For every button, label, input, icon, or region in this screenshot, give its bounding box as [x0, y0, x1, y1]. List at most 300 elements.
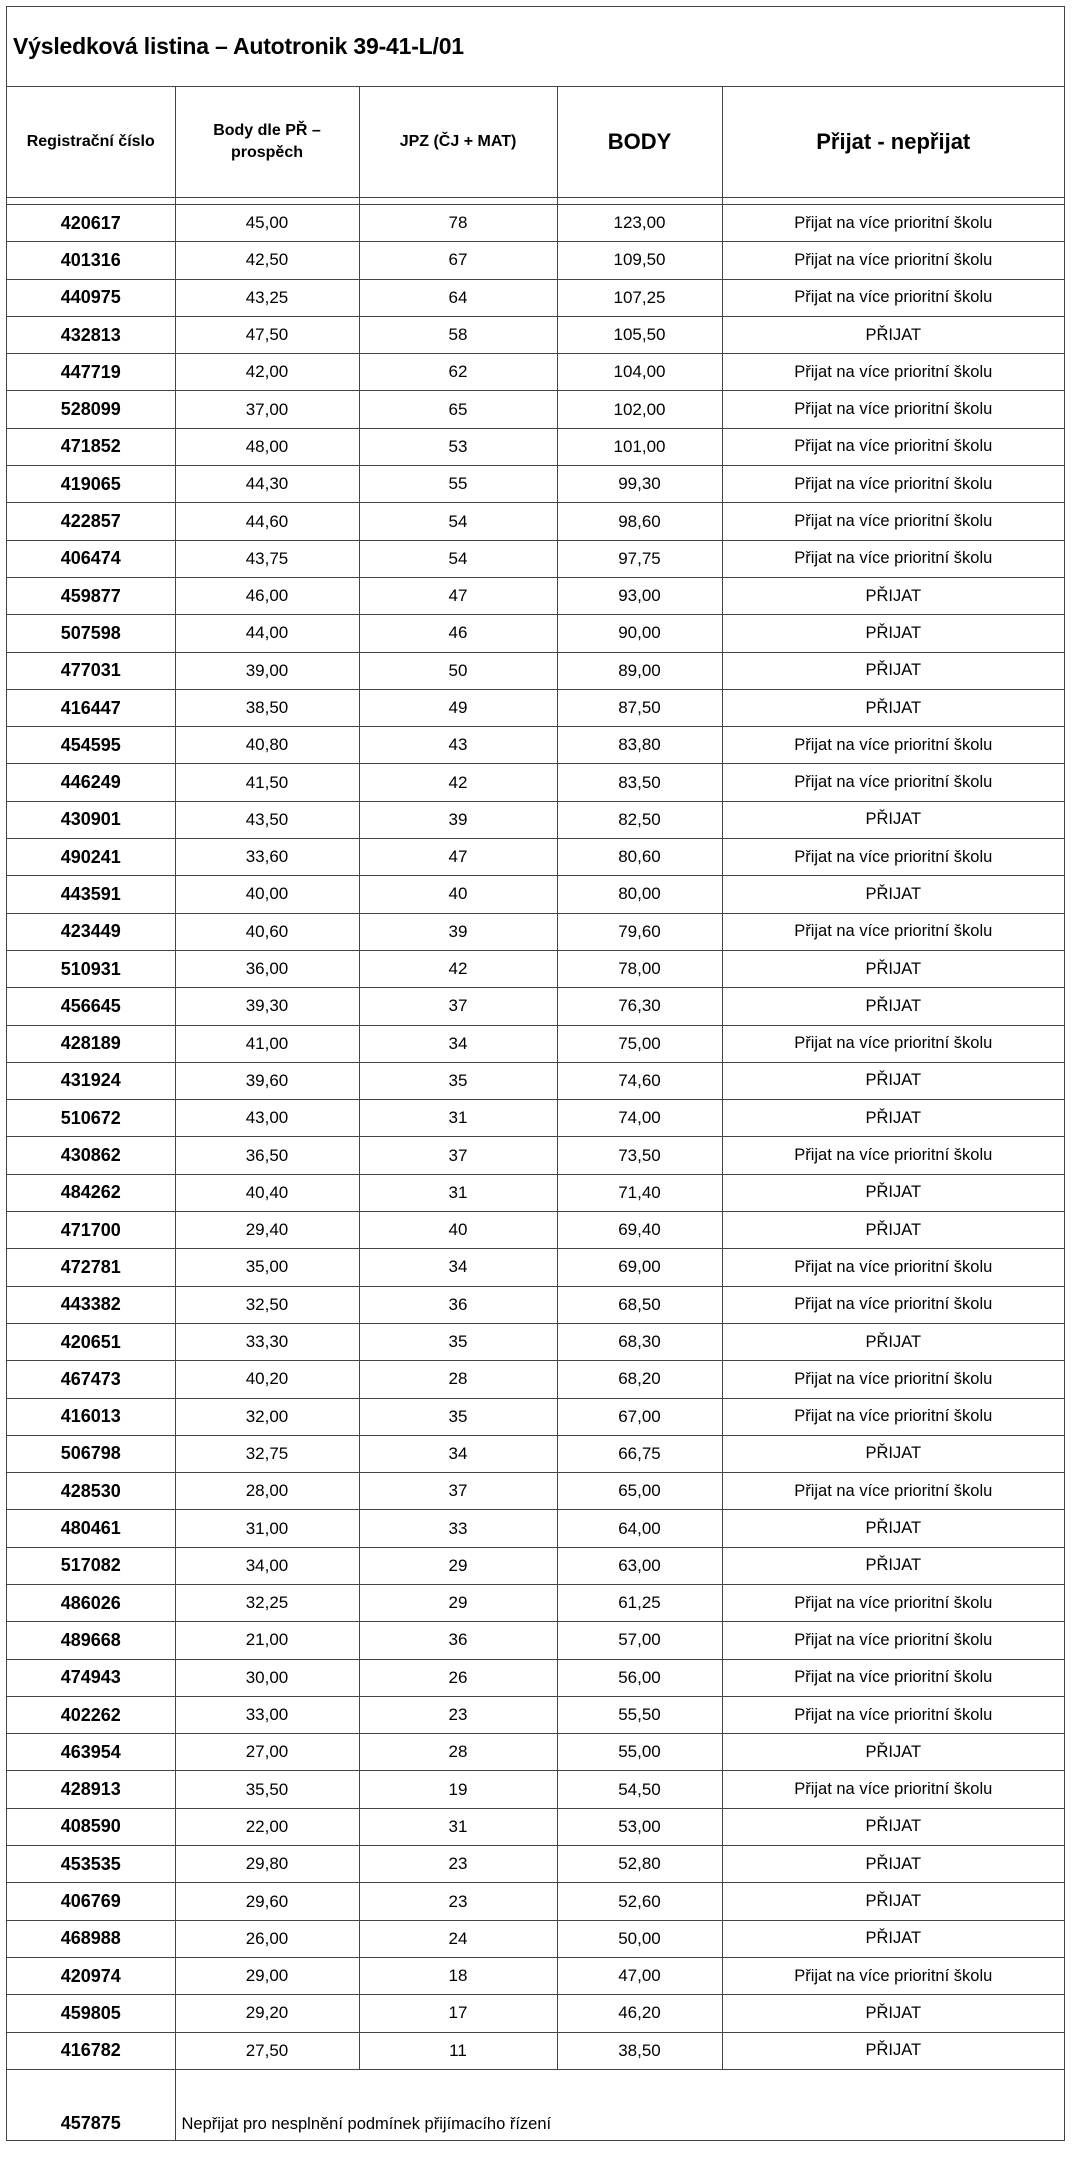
cell-reg-number: 428530	[7, 1473, 175, 1510]
cell-status: PŘIJAT	[722, 801, 1064, 838]
cell-reg-number: 430901	[7, 801, 175, 838]
cell-body: 104,00	[557, 354, 722, 391]
header-status: Přijat - nepřijat	[722, 87, 1064, 198]
cell-reg-number: 468988	[7, 1920, 175, 1957]
cell-jpz: 11	[359, 2032, 557, 2069]
table-row	[7, 503, 1064, 540]
cell-reg-number: 486026	[7, 1584, 175, 1621]
cell-status: PŘIJAT	[722, 1808, 1064, 1845]
cell-jpz: 28	[359, 1361, 557, 1398]
cell-reg-number: 510672	[7, 1100, 175, 1137]
cell-body-pr: 40,00	[175, 876, 359, 913]
cell-jpz: 37	[359, 1473, 557, 1510]
cell-body: 83,80	[557, 727, 722, 764]
cell-jpz: 23	[359, 1696, 557, 1733]
cell-body-pr: 29,80	[175, 1846, 359, 1883]
cell-body: 74,00	[557, 1100, 722, 1137]
table-row	[7, 652, 1064, 689]
cell-jpz: 36	[359, 1622, 557, 1659]
cell-reg-number: 467473	[7, 1361, 175, 1398]
cell-body-pr: 32,00	[175, 1398, 359, 1435]
cell-body-pr: 40,60	[175, 913, 359, 950]
cell-jpz: 65	[359, 391, 557, 428]
cell-reg-number: 490241	[7, 839, 175, 876]
cell-body: 55,00	[557, 1734, 722, 1771]
cell-body: 52,60	[557, 1883, 722, 1920]
header-row	[7, 87, 1064, 198]
cell-body: 80,00	[557, 876, 722, 913]
table-row	[7, 1473, 1064, 1510]
cell-jpz: 78	[359, 205, 557, 242]
cell-jpz: 35	[359, 1398, 557, 1435]
cell-jpz: 54	[359, 503, 557, 540]
cell-status: Přijat na více prioritní školu	[722, 242, 1064, 279]
table-row	[7, 1696, 1064, 1733]
table-row	[7, 988, 1064, 1025]
cell-reg-number: 517082	[7, 1547, 175, 1584]
cell-body-pr: 46,00	[175, 577, 359, 614]
cell-jpz: 23	[359, 1846, 557, 1883]
cell-body: 101,00	[557, 428, 722, 465]
cell-body: 63,00	[557, 1547, 722, 1584]
cell-body-pr: 40,80	[175, 727, 359, 764]
cell-status: PŘIJAT	[722, 1846, 1064, 1883]
cell-body-pr: 29,00	[175, 1957, 359, 1994]
cell-body: 82,50	[557, 801, 722, 838]
cell-body: 89,00	[557, 652, 722, 689]
cell-reg-number: 406474	[7, 540, 175, 577]
cell-reg-number: 471700	[7, 1212, 175, 1249]
table-row	[7, 727, 1064, 764]
cell-jpz: 28	[359, 1734, 557, 1771]
cell-body: 73,50	[557, 1137, 722, 1174]
cell-status: PŘIJAT	[722, 689, 1064, 726]
cell-body: 69,00	[557, 1249, 722, 1286]
cell-reg-number: 506798	[7, 1435, 175, 1472]
table-row	[7, 1622, 1064, 1659]
cell-reg-number: 507598	[7, 615, 175, 652]
cell-reg-number: 420617	[7, 205, 175, 242]
cell-body-pr: 28,00	[175, 1473, 359, 1510]
table-row	[7, 689, 1064, 726]
table-row	[7, 354, 1064, 391]
cell-status: Přijat na více prioritní školu	[722, 205, 1064, 242]
table-row	[7, 279, 1064, 316]
cell-status: Přijat na více prioritní školu	[722, 428, 1064, 465]
cell-body: 64,00	[557, 1510, 722, 1547]
cell-body-pr: 22,00	[175, 1808, 359, 1845]
cell-status: PŘIJAT	[722, 876, 1064, 913]
cell-body: 56,00	[557, 1659, 722, 1696]
cell-status: Přijat na více prioritní školu	[722, 540, 1064, 577]
cell-status: PŘIJAT	[722, 316, 1064, 353]
cell-status: Přijat na více prioritní školu	[722, 764, 1064, 801]
cell-reg-number: 446249	[7, 764, 175, 801]
cell-body-pr: 39,00	[175, 652, 359, 689]
cell-reg-number: 480461	[7, 1510, 175, 1547]
cell-body-pr: 29,20	[175, 1995, 359, 2032]
table-row	[7, 1846, 1064, 1883]
cell-status: PŘIJAT	[722, 652, 1064, 689]
table-row	[7, 391, 1064, 428]
cell-reg-number: 420974	[7, 1957, 175, 1994]
cell-status: PŘIJAT	[722, 1174, 1064, 1211]
cell-body: 97,75	[557, 540, 722, 577]
cell-reg-number: 489668	[7, 1622, 175, 1659]
table-row	[7, 428, 1064, 465]
cell-body-pr: 27,50	[175, 2032, 359, 2069]
results-table	[7, 87, 1064, 2140]
cell-body: 55,50	[557, 1696, 722, 1733]
cell-reg-number: 430862	[7, 1137, 175, 1174]
cell-jpz: 64	[359, 279, 557, 316]
table-row	[7, 577, 1064, 614]
table-row	[7, 1286, 1064, 1323]
cell-body: 53,00	[557, 1808, 722, 1845]
cell-jpz: 29	[359, 1584, 557, 1621]
cell-jpz: 53	[359, 428, 557, 465]
cell-body-pr: 32,50	[175, 1286, 359, 1323]
cell-body-pr: 47,50	[175, 316, 359, 353]
cell-body: 83,50	[557, 764, 722, 801]
cell-reg-number: 408590	[7, 1808, 175, 1845]
cell-jpz: 39	[359, 913, 557, 950]
cell-body: 61,25	[557, 1584, 722, 1621]
cell-jpz: 37	[359, 1137, 557, 1174]
cell-body-pr: 33,00	[175, 1696, 359, 1733]
cell-status: Přijat na více prioritní školu	[722, 1137, 1064, 1174]
cell-reg-number: 416447	[7, 689, 175, 726]
cell-body: 98,60	[557, 503, 722, 540]
cell-reg-number: 440975	[7, 279, 175, 316]
cell-body-pr: 44,30	[175, 466, 359, 503]
cell-body: 74,60	[557, 1062, 722, 1099]
cell-status: Přijat na více prioritní školu	[722, 1473, 1064, 1510]
cell-body: 90,00	[557, 615, 722, 652]
table-row	[7, 242, 1064, 279]
cell-body-pr: 42,00	[175, 354, 359, 391]
page-title: Výsledková listina – Autotronik 39-41-L/01	[7, 7, 1064, 87]
cell-jpz: 36	[359, 1286, 557, 1323]
cell-body-pr: 33,30	[175, 1323, 359, 1360]
cell-jpz: 35	[359, 1323, 557, 1360]
cell-body-pr: 34,00	[175, 1547, 359, 1584]
cell-body: 46,20	[557, 1995, 722, 2032]
cell-jpz: 17	[359, 1995, 557, 2032]
cell-reg-number: 443382	[7, 1286, 175, 1323]
cell-status: PŘIJAT	[722, 2032, 1064, 2069]
cell-body: 105,50	[557, 316, 722, 353]
table-row	[7, 316, 1064, 353]
cell-status: PŘIJAT	[722, 1995, 1064, 2032]
cell-reg-number: 402262	[7, 1696, 175, 1733]
cell-body-pr: 29,40	[175, 1212, 359, 1249]
cell-jpz: 29	[359, 1547, 557, 1584]
cell-jpz: 39	[359, 801, 557, 838]
table-row	[7, 839, 1064, 876]
cell-status: Přijat na více prioritní školu	[722, 1398, 1064, 1435]
cell-status: Přijat na více prioritní školu	[722, 391, 1064, 428]
cell-status: Přijat na více prioritní školu	[722, 727, 1064, 764]
results-sheet	[6, 6, 1065, 2141]
final-row-reg-number: 457875	[7, 2069, 175, 2140]
cell-reg-number: 459805	[7, 1995, 175, 2032]
cell-body: 76,30	[557, 988, 722, 1025]
cell-reg-number: 432813	[7, 316, 175, 353]
cell-status: PŘIJAT	[722, 577, 1064, 614]
table-row	[7, 801, 1064, 838]
table-row	[7, 913, 1064, 950]
header-spacer-row	[7, 198, 1064, 205]
cell-reg-number: 528099	[7, 391, 175, 428]
header-jpz: JPZ (ČJ + MAT)	[359, 87, 557, 198]
cell-status: Přijat na více prioritní školu	[722, 913, 1064, 950]
cell-reg-number: 510931	[7, 950, 175, 987]
cell-jpz: 55	[359, 466, 557, 503]
cell-body-pr: 44,60	[175, 503, 359, 540]
cell-body-pr: 39,30	[175, 988, 359, 1025]
cell-body: 107,25	[557, 279, 722, 316]
cell-status: Přijat na více prioritní školu	[722, 1622, 1064, 1659]
cell-jpz: 42	[359, 764, 557, 801]
table-row	[7, 1957, 1064, 1994]
cell-body-pr: 45,00	[175, 205, 359, 242]
cell-status: Přijat na více prioritní školu	[722, 1584, 1064, 1621]
cell-body-pr: 35,00	[175, 1249, 359, 1286]
table-row	[7, 1771, 1064, 1808]
cell-status: PŘIJAT	[722, 1435, 1064, 1472]
table-row	[7, 205, 1064, 242]
cell-reg-number: 463954	[7, 1734, 175, 1771]
cell-status: PŘIJAT	[722, 615, 1064, 652]
cell-body-pr: 29,60	[175, 1883, 359, 1920]
cell-jpz: 31	[359, 1100, 557, 1137]
cell-body: 109,50	[557, 242, 722, 279]
cell-jpz: 42	[359, 950, 557, 987]
cell-reg-number: 447719	[7, 354, 175, 391]
table-row	[7, 1995, 1064, 2032]
cell-reg-number: 471852	[7, 428, 175, 465]
cell-jpz: 40	[359, 876, 557, 913]
table-row	[7, 764, 1064, 801]
table-row	[7, 1398, 1064, 1435]
cell-body-pr: 43,50	[175, 801, 359, 838]
cell-body-pr: 43,75	[175, 540, 359, 577]
cell-jpz: 18	[359, 1957, 557, 1994]
final-row-note: Nepřijat pro nesplnění podmínek přijímacího řízení	[175, 2069, 1064, 2140]
cell-body-pr: 43,00	[175, 1100, 359, 1137]
cell-jpz: 31	[359, 1174, 557, 1211]
cell-body: 80,60	[557, 839, 722, 876]
cell-body-pr: 36,00	[175, 950, 359, 987]
cell-reg-number: 416782	[7, 2032, 175, 2069]
cell-reg-number: 453535	[7, 1846, 175, 1883]
cell-body-pr: 32,25	[175, 1584, 359, 1621]
cell-jpz: 54	[359, 540, 557, 577]
cell-body-pr: 26,00	[175, 1920, 359, 1957]
cell-body: 68,20	[557, 1361, 722, 1398]
cell-status: Přijat na více prioritní školu	[722, 839, 1064, 876]
cell-reg-number: 472781	[7, 1249, 175, 1286]
final-row	[7, 2069, 1064, 2140]
cell-jpz: 31	[359, 1808, 557, 1845]
cell-body: 75,00	[557, 1025, 722, 1062]
cell-status: Přijat na více prioritní školu	[722, 1249, 1064, 1286]
table-row	[7, 1808, 1064, 1845]
cell-body: 66,75	[557, 1435, 722, 1472]
cell-reg-number: 416013	[7, 1398, 175, 1435]
table-row	[7, 615, 1064, 652]
header-body-pr: Body dle PŘ – prospěch	[175, 87, 359, 198]
cell-status: Přijat na více prioritní školu	[722, 1957, 1064, 1994]
cell-reg-number: 484262	[7, 1174, 175, 1211]
cell-status: PŘIJAT	[722, 1100, 1064, 1137]
cell-body: 68,50	[557, 1286, 722, 1323]
table-row	[7, 1174, 1064, 1211]
table-row	[7, 1510, 1064, 1547]
cell-body-pr: 43,25	[175, 279, 359, 316]
cell-body-pr: 48,00	[175, 428, 359, 465]
cell-status: Přijat na více prioritní školu	[722, 1771, 1064, 1808]
cell-body: 65,00	[557, 1473, 722, 1510]
cell-reg-number: 428913	[7, 1771, 175, 1808]
cell-jpz: 50	[359, 652, 557, 689]
cell-status: PŘIJAT	[722, 950, 1064, 987]
cell-body: 57,00	[557, 1622, 722, 1659]
cell-status: PŘIJAT	[722, 1062, 1064, 1099]
cell-status: Přijat na více prioritní školu	[722, 1286, 1064, 1323]
cell-body: 68,30	[557, 1323, 722, 1360]
cell-jpz: 43	[359, 727, 557, 764]
cell-jpz: 58	[359, 316, 557, 353]
cell-status: PŘIJAT	[722, 1212, 1064, 1249]
cell-jpz: 67	[359, 242, 557, 279]
cell-jpz: 37	[359, 988, 557, 1025]
cell-status: PŘIJAT	[722, 1920, 1064, 1957]
cell-body-pr: 36,50	[175, 1137, 359, 1174]
cell-body: 54,50	[557, 1771, 722, 1808]
cell-body: 71,40	[557, 1174, 722, 1211]
cell-reg-number: 422857	[7, 503, 175, 540]
table-row	[7, 1435, 1064, 1472]
cell-status: PŘIJAT	[722, 1510, 1064, 1547]
cell-reg-number: 431924	[7, 1062, 175, 1099]
cell-status: Přijat na více prioritní školu	[722, 1696, 1064, 1733]
cell-status: PŘIJAT	[722, 1883, 1064, 1920]
cell-body-pr: 38,50	[175, 689, 359, 726]
cell-jpz: 47	[359, 839, 557, 876]
cell-body-pr: 44,00	[175, 615, 359, 652]
cell-body: 87,50	[557, 689, 722, 726]
cell-body-pr: 40,40	[175, 1174, 359, 1211]
cell-jpz: 23	[359, 1883, 557, 1920]
cell-reg-number: 401316	[7, 242, 175, 279]
cell-reg-number: 419065	[7, 466, 175, 503]
table-row	[7, 1062, 1064, 1099]
cell-jpz: 46	[359, 615, 557, 652]
table-row	[7, 1920, 1064, 1957]
table-row	[7, 1137, 1064, 1174]
cell-body-pr: 27,00	[175, 1734, 359, 1771]
table-row	[7, 1361, 1064, 1398]
cell-jpz: 34	[359, 1025, 557, 1062]
cell-body: 52,80	[557, 1846, 722, 1883]
header-body: BODY	[557, 87, 722, 198]
cell-jpz: 62	[359, 354, 557, 391]
cell-jpz: 34	[359, 1435, 557, 1472]
cell-reg-number: 406769	[7, 1883, 175, 1920]
cell-body: 78,00	[557, 950, 722, 987]
cell-reg-number: 454595	[7, 727, 175, 764]
cell-status: Přijat na více prioritní školu	[722, 1659, 1064, 1696]
cell-reg-number: 474943	[7, 1659, 175, 1696]
cell-status: PŘIJAT	[722, 1323, 1064, 1360]
cell-body: 47,00	[557, 1957, 722, 1994]
cell-reg-number: 456645	[7, 988, 175, 1025]
table-row	[7, 1584, 1064, 1621]
table-row	[7, 1734, 1064, 1771]
results-rows	[7, 205, 1064, 2070]
cell-body-pr: 39,60	[175, 1062, 359, 1099]
cell-body: 102,00	[557, 391, 722, 428]
cell-status: Přijat na více prioritní školu	[722, 503, 1064, 540]
cell-jpz: 35	[359, 1062, 557, 1099]
cell-body: 38,50	[557, 2032, 722, 2069]
cell-status: Přijat na více prioritní školu	[722, 1361, 1064, 1398]
table-row	[7, 876, 1064, 913]
table-row	[7, 466, 1064, 503]
table-row	[7, 1212, 1064, 1249]
table-row	[7, 1659, 1064, 1696]
cell-body: 123,00	[557, 205, 722, 242]
cell-status: PŘIJAT	[722, 988, 1064, 1025]
cell-status: Přijat na více prioritní školu	[722, 354, 1064, 391]
cell-reg-number: 420651	[7, 1323, 175, 1360]
table-row	[7, 950, 1064, 987]
cell-jpz: 47	[359, 577, 557, 614]
cell-body-pr: 37,00	[175, 391, 359, 428]
cell-jpz: 49	[359, 689, 557, 726]
cell-jpz: 33	[359, 1510, 557, 1547]
cell-reg-number: 428189	[7, 1025, 175, 1062]
table-row	[7, 2032, 1064, 2069]
table-row	[7, 1100, 1064, 1137]
cell-body-pr: 33,60	[175, 839, 359, 876]
cell-body: 69,40	[557, 1212, 722, 1249]
cell-body: 99,30	[557, 466, 722, 503]
cell-status: PŘIJAT	[722, 1734, 1064, 1771]
cell-body: 93,00	[557, 577, 722, 614]
cell-jpz: 26	[359, 1659, 557, 1696]
table-row	[7, 1883, 1064, 1920]
cell-body-pr: 30,00	[175, 1659, 359, 1696]
cell-body: 50,00	[557, 1920, 722, 1957]
cell-status: Přijat na více prioritní školu	[722, 466, 1064, 503]
cell-body-pr: 21,00	[175, 1622, 359, 1659]
cell-body-pr: 31,00	[175, 1510, 359, 1547]
table-row	[7, 1025, 1064, 1062]
cell-jpz: 40	[359, 1212, 557, 1249]
cell-body-pr: 40,20	[175, 1361, 359, 1398]
cell-status: PŘIJAT	[722, 1547, 1064, 1584]
cell-body-pr: 41,00	[175, 1025, 359, 1062]
header-reg-number: Registrační číslo	[7, 87, 175, 198]
table-row	[7, 540, 1064, 577]
cell-jpz: 34	[359, 1249, 557, 1286]
cell-jpz: 24	[359, 1920, 557, 1957]
table-row	[7, 1547, 1064, 1584]
cell-body-pr: 41,50	[175, 764, 359, 801]
